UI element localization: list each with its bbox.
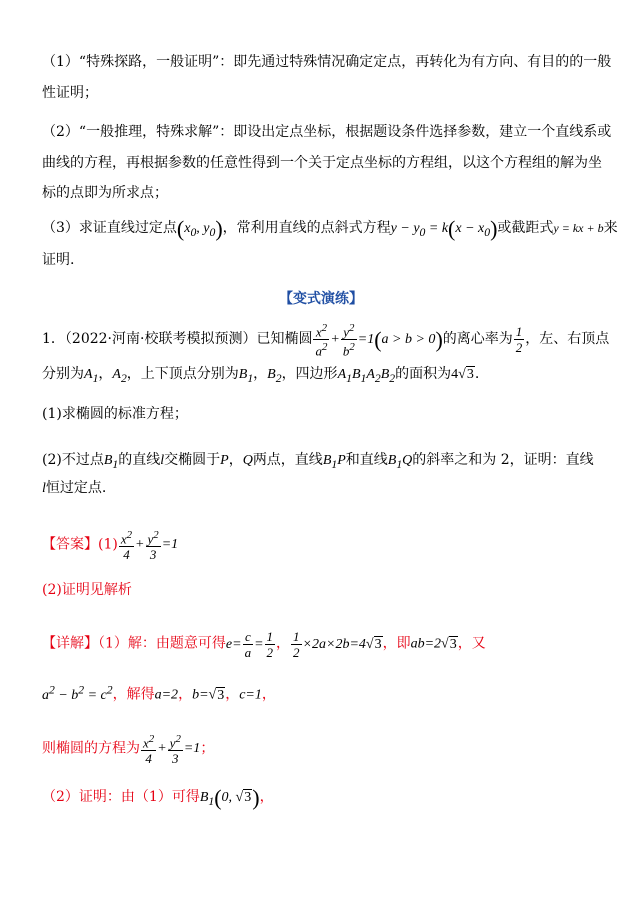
question-1: (1)求椭圆的标准方程；: [42, 406, 188, 422]
para2-line2: 曲线的方程，再根据参数的任意性得到一个关于定点坐标的方程组，以这个方程组的解为坐: [42, 155, 602, 171]
ellipse-equation: $\frac{x^2}{a^2}$ + $\frac{y^2}{b^2}$ =1(a > b > 0): [315, 322, 443, 359]
para3-line2: 证明.: [42, 252, 75, 268]
fixed-point-formula: ($x_0$, $y_0$): [176, 215, 223, 241]
problem-line2: 分别为$A_1$，$A_2$，上下顶点分别为$B_1$，$B_2$，四边形$A_1B_1A_2B_2$的面积为4√3.: [42, 366, 480, 385]
problem-line1: 1．（2022·河南·校联考模拟预测）已知椭圆 $\frac{x^2}{a^2}$ + $\frac{y^2}{b^2}$ =1(a > b > 0)的离心率为 $\frac{1}{2}$ ，左、右顶点: [42, 322, 610, 359]
eccentricity-value: $\frac{1}{2}$: [515, 324, 523, 356]
detail-line4: （2）证明：由（1）可得$B_1(0$, √3)，: [42, 784, 274, 810]
detail-line3: 则椭圆的方程为 $\frac{x^2}{4}$ + $\frac{y^2}{3}$ =1；: [42, 733, 215, 767]
answer-line1: 【答案】(1) $\frac{x^2}{4}$ + $\frac{y^2}{3}$ =1: [42, 529, 179, 563]
para1-line2: 性证明；: [42, 85, 98, 101]
para2-line1: （2）“一般推理，特殊求解”：即设出定点坐标，根据题设条件选择参数，建立一个直线系或: [42, 124, 612, 140]
area-value: 4√3: [451, 367, 474, 382]
detail-line1: 【详解】（1）解：由题意可得e= $\frac{c}{a}$ = $\frac{1}{2}$ ， $\frac{1}{2}$ ×2a×2b=4√3，即ab=2√3，又: [42, 629, 486, 660]
answer-line2: (2)证明见解析: [42, 582, 132, 598]
para3-line1: （3）求证直线过定点($x_0$, $y_0$)，常利用直线的点斜式方程$y - y_0 = k(x - x_0)$或截距式y = kx + b来: [42, 215, 618, 241]
question-2-line1: (2)不过点$B_1$的直线l交椭圆于P，Q两点，直线$B_1P$和直线$B_1Q$的斜率之和为 2，证明：直线: [42, 452, 594, 471]
para1-line1: （1）“特殊探路，一般证明”：即先通过特殊情况确定定点，再转化为有方向、有目的的一般: [42, 54, 612, 70]
detail-line2: $a^2 - b^2 = c^2$，解得a=2，b=√3，c=1，: [42, 683, 276, 703]
point-slope-formula: $y - y_0 = k(x - x_0)$: [390, 215, 498, 241]
section-heading: 【变式演练】: [279, 291, 363, 307]
answer-equation: $\frac{x^2}{4}$ + $\frac{y^2}{3}$ =1: [120, 529, 179, 563]
question-2-line2: l恒过定点.: [42, 480, 107, 496]
para2-line3: 标的点即为所求点；: [42, 185, 168, 201]
intercept-formula: y = kx + b: [553, 221, 604, 235]
